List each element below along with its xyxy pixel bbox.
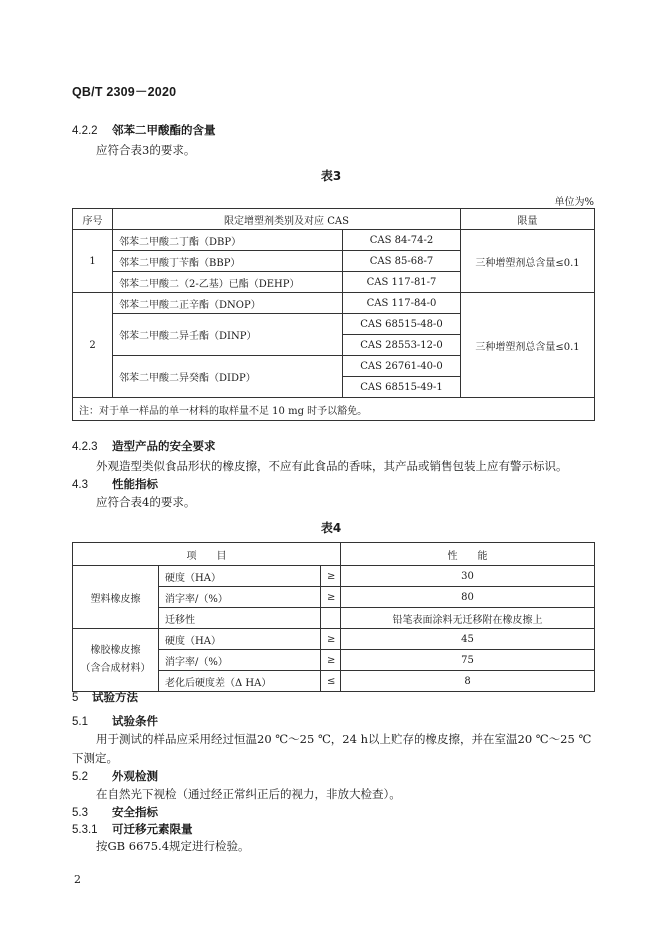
table-row	[73, 230, 595, 251]
section-4-2-3-body: 外观造型类似食品形状的橡皮擦，不应有此食品的香味，其产品或销售包装上应有警示标识。	[96, 459, 568, 473]
table3	[72, 208, 595, 421]
item-name: 硬度（HA）	[159, 566, 321, 587]
category-label: 塑料橡皮擦	[73, 566, 159, 629]
performance-value: 30	[341, 566, 595, 587]
cas-number: CAS 85-68-7	[343, 251, 461, 272]
section-number: 5	[72, 692, 79, 704]
table-row	[73, 293, 595, 314]
performance-value: 铅笔表面涂料无迁移附在橡皮擦上	[341, 608, 595, 629]
cas-number: CAS 117-81-7	[343, 272, 461, 293]
table-header-row	[73, 209, 595, 230]
section-4-2-2-heading	[72, 122, 216, 138]
col-header-no: 序号	[73, 209, 113, 230]
section-title: 试验方法	[92, 690, 138, 704]
limit-value: 三种增塑剂总含量≤0.1	[461, 230, 595, 293]
plasticizer-name: 邻苯二甲酸二异壬酯（DINP）	[113, 314, 343, 356]
section-number: 5.2	[72, 771, 88, 783]
section-title: 性能指标	[112, 477, 158, 491]
table-row	[73, 566, 595, 587]
cas-number: CAS 26761-40-0	[343, 356, 461, 377]
plasticizer-name: 邻苯二甲酸二异癸酯（DIDP）	[113, 356, 343, 398]
comparison-operator: ≥	[321, 566, 341, 587]
cas-number: CAS 68515-48-0	[343, 314, 461, 335]
section-4-3-heading	[72, 476, 158, 492]
cas-number: CAS 28553-12-0	[343, 335, 461, 356]
section-5-2-heading	[72, 768, 158, 784]
section-title: 邻苯二甲酸酯的含量	[112, 123, 216, 137]
comparison-operator: ≤	[321, 671, 341, 692]
col-header-plasticizer: 限定增塑剂类别及对应 CAS	[113, 209, 461, 230]
section-number: 4.2.3	[72, 441, 98, 453]
section-5-2-body: 在自然光下视检（通过经正常纠正后的视力，非放大检查）。	[96, 787, 401, 801]
comparison-operator: ≥	[321, 629, 341, 650]
category-label-sub: （含合成材料）	[80, 663, 151, 674]
cas-number: CAS 117-84-0	[343, 293, 461, 314]
group-number: 2	[73, 293, 113, 398]
plasticizer-name: 邻苯二甲酸二正辛酯（DNOP）	[113, 293, 343, 314]
comparison-operator	[321, 608, 341, 629]
section-5-3-1-heading	[72, 821, 193, 837]
table4	[72, 542, 595, 692]
item-name: 消字率/（%）	[159, 587, 321, 608]
section-number: 5.1	[72, 716, 88, 728]
section-5-3-1-body: 按GB 6675.4规定进行检验。	[96, 839, 250, 853]
cas-number: CAS 84-74-2	[343, 230, 461, 251]
section-5-3-heading	[72, 804, 158, 820]
cas-number: CAS 68515-49-1	[343, 377, 461, 398]
section-number: 5.3	[72, 807, 88, 819]
table-note-row	[73, 398, 595, 421]
section-number: 5.3.1	[72, 824, 98, 836]
plasticizer-name: 邻苯二甲酸二丁酯（DBP）	[113, 230, 343, 251]
group-number: 1	[73, 230, 113, 293]
performance-value: 45	[341, 629, 595, 650]
section-title: 安全指标	[112, 805, 158, 819]
table4-title: 表4	[320, 521, 342, 535]
item-name: 迁移性	[159, 608, 321, 629]
section-5-1-heading	[72, 713, 158, 729]
table-header-row	[73, 543, 595, 566]
section-5-heading	[72, 689, 138, 705]
section-4-2-3-heading	[72, 438, 216, 454]
plasticizer-name: 邻苯二甲酸二（2-乙基）已酯（DEHP）	[113, 272, 343, 293]
item-name: 老化后硬度差（Δ HA）	[159, 671, 321, 692]
comparison-operator: ≥	[321, 650, 341, 671]
page-number: 2	[74, 873, 81, 886]
table3-unit: 单位为%	[554, 197, 594, 208]
category-label-main: 橡胶橡皮擦	[90, 645, 141, 656]
standard-code: QB/T 2309－2020	[72, 85, 177, 99]
table-row	[73, 629, 595, 650]
col-header-limit: 限量	[461, 209, 595, 230]
section-5-1-body: 用于测试的样品应采用经过恒温20 ℃～25 ℃，24 h以上贮存的橡皮擦，并在室温20 ℃～25 ℃下测定。	[72, 732, 592, 765]
section-number: 4.3	[72, 479, 88, 491]
limit-value: 三种增塑剂总含量≤0.1	[461, 293, 595, 398]
comparison-operator: ≥	[321, 587, 341, 608]
performance-value: 8	[341, 671, 595, 692]
table3-title: 表3	[320, 169, 342, 183]
section-number: 4.2.2	[72, 125, 98, 137]
performance-value: 75	[341, 650, 595, 671]
col-header-performance: 性 能	[341, 543, 595, 566]
category-label	[73, 629, 159, 692]
item-name: 硬度（HA）	[159, 629, 321, 650]
plasticizer-name: 邻苯二甲酸丁苄酯（BBP）	[113, 251, 343, 272]
section-title: 造型产品的安全要求	[112, 439, 216, 453]
item-name: 消字率/（%）	[159, 650, 321, 671]
section-title: 外观检测	[112, 769, 158, 783]
section-title: 可迁移元素限量	[112, 822, 193, 836]
section-4-2-2-body: 应符合表3的要求。	[96, 143, 196, 157]
table3-note: 注：对于单一样品的单一材料的取样量不足 10 mg 时予以豁免。	[73, 398, 595, 421]
section-title: 试验条件	[112, 714, 158, 728]
section-4-3-body: 应符合表4的要求。	[96, 495, 196, 509]
performance-value: 80	[341, 587, 595, 608]
col-header-item: 项 目	[73, 543, 341, 566]
